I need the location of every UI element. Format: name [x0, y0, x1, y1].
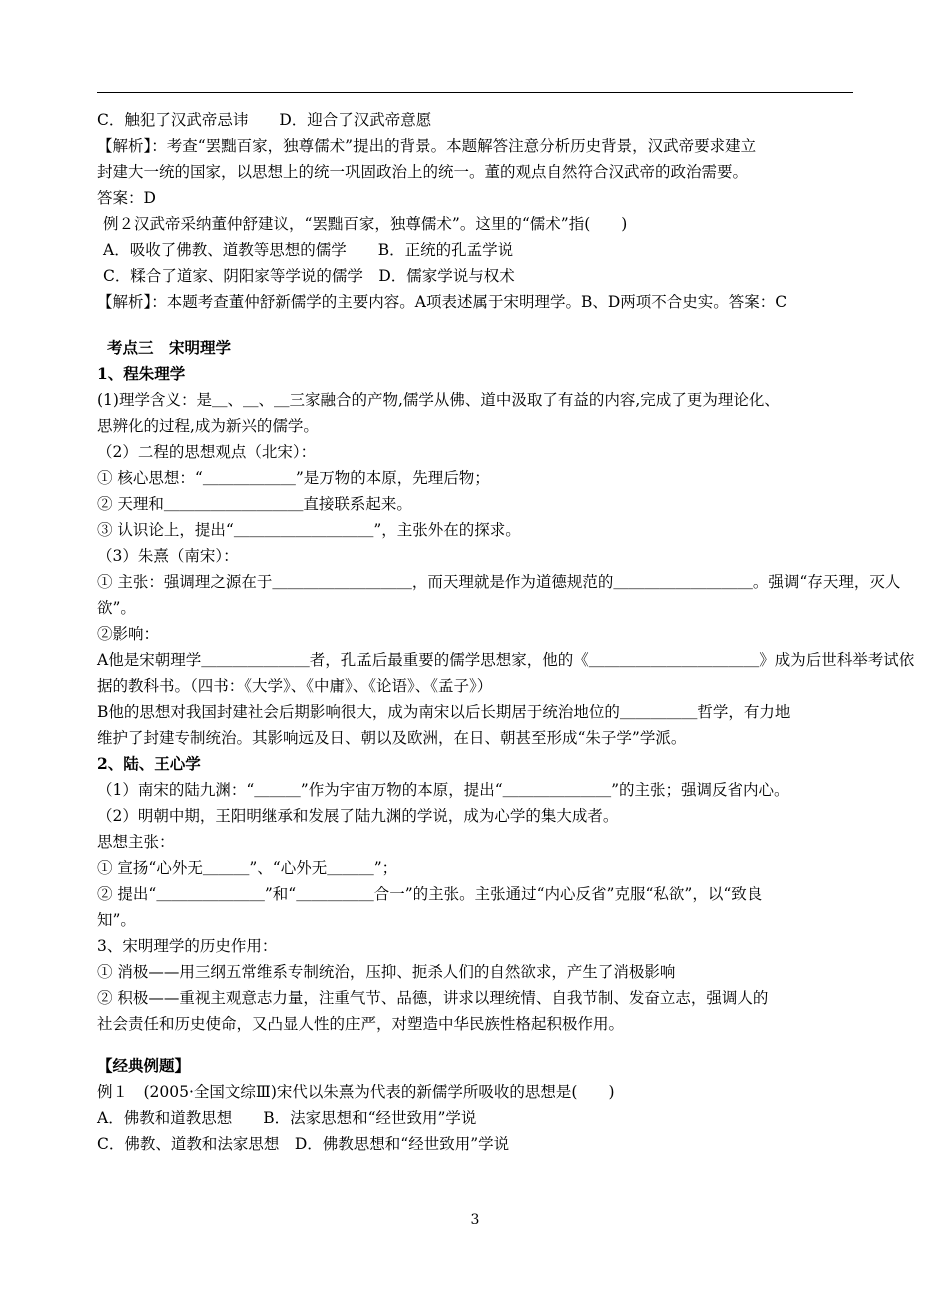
body-line: ② 天理和＿＿＿＿＿＿＿＿＿直接联系起来。: [97, 495, 412, 513]
body-line: 思辨化的过程,成为新兴的儒学。: [97, 417, 319, 435]
subsection-heading: 2、陆、王心学: [97, 754, 201, 773]
section-heading: 考点三 宋明理学: [107, 338, 232, 357]
body-line: （3）朱熹（南宋）：: [97, 547, 239, 565]
document-body: [97, 107, 915, 1157]
body-line: ②影响：: [97, 625, 160, 643]
analysis-line: 封建大一统的国家，以思想上的统一巩固政治上的统一。董的观点自然符合汉武帝的政治需要。: [97, 163, 749, 181]
body-line: （1）南宋的陆九渊：“＿＿＿”作为宇宙万物的本原，提出“＿＿＿＿＿＿＿”的主张；强调反省内心。: [97, 781, 790, 799]
body-line: ① 核心思想：“＿＿＿＿＿＿”是万物的本原，先理后物；: [97, 469, 490, 487]
subsection-heading: 1、程朱理学: [97, 364, 186, 383]
analysis-line: 【解析】：本题考查董仲舒新儒学的主要内容。A项表述属于宋明理学。B、D两项不合史实。答案：C: [97, 293, 788, 311]
option-line: C．糅合了道家、阴阳家等学说的儒学 D．儒家学说与权术: [103, 267, 515, 285]
body-line: ① 宣扬“心外无＿＿＿”、“心外无＿＿＿”；: [97, 859, 398, 877]
body-line: ① 主张：强调理之源在于＿＿＿＿＿＿＿＿＿，而天理就是作为道德规范的＿＿＿＿＿＿＿＿＿。强调“存天理，灭人: [97, 573, 901, 591]
body-line: ① 消极——用三纲五常维系专制统治，压抑、扼杀人们的自然欲求，产生了消极影响: [97, 963, 676, 981]
body-line: ② 提出“＿＿＿＿＿＿＿”和“＿＿＿＿＿合一”的主张。主张通过“内心反省”克服“私欲”，以“致良: [97, 885, 763, 903]
option-line: C．触犯了汉武帝忌讳 D．迎合了汉武帝意愿: [97, 111, 432, 129]
body-line: 3、宋明理学的历史作用：: [97, 937, 278, 955]
body-line: 思想主张：: [97, 833, 175, 851]
body-line: 维护了封建专制统治。其影响远及日、朝以及欧洲，在日、朝甚至形成“朱子学”学派。: [97, 729, 687, 747]
body-line: 社会责任和历史使命，又凸显人性的庄严，对塑造中华民族性格起积极作用。: [97, 1015, 625, 1033]
example-question: 例２汉武帝采纳董仲舒建议，“罢黜百家，独尊儒术”。这里的“儒术”指( ): [103, 215, 628, 233]
examples-heading: 【经典例题】: [97, 1056, 191, 1075]
example-question: 例１ (2005·全国文综Ⅲ)宋代以朱熹为代表的新儒学所吸收的思想是( ): [97, 1083, 615, 1101]
body-line: A他是宋朝理学＿＿＿＿＿＿＿者，孔孟后最重要的儒学思想家，他的《＿＿＿＿＿＿＿＿＿＿＿》成为后世科举考试依: [97, 651, 915, 669]
answer-line: 答案：D: [97, 189, 156, 207]
header-rule: [97, 92, 853, 93]
page-number: 3: [470, 1212, 480, 1228]
body-line: (1)理学含义：是＿、＿、＿三家融合的产物,儒学从佛、道中汲取了有益的内容,完成了更为理论化、: [97, 391, 780, 409]
body-line: B他的思想对我国封建社会后期影响很大，成为南宋以后长期居于统治地位的＿＿＿＿＿哲学，有力地: [97, 703, 791, 721]
body-line: 据的教科书。（四书：《大学》、《中庸》、《论语》、《孟子》）: [97, 677, 493, 695]
analysis-line: 【解析】：考查“罢黜百家，独尊儒术”提出的背景。本题解答注意分析历史背景，汉武帝要求建立: [97, 137, 757, 155]
option-line: A．吸收了佛教、道教等思想的儒学 B．正统的孔孟学说: [103, 241, 514, 259]
body-line: （2）明朝中期，王阳明继承和发展了陆九渊的学说，成为心学的集大成者。: [97, 807, 619, 825]
body-line: ② 积极——重视主观意志力量，注重气节、品德，讲求以理统情、自我节制、发奋立志，强调人的: [97, 989, 769, 1007]
body-line: 知”。: [97, 911, 136, 929]
option-line: C．佛教、道教和法家思想 D．佛教思想和“经世致用”学说: [97, 1135, 510, 1153]
body-line: ③ 认识论上，提出“＿＿＿＿＿＿＿＿＿”，主张外在的探求。: [97, 521, 521, 539]
option-line: A．佛教和道教思想 B．法家思想和“经世致用”学说: [97, 1109, 477, 1127]
body-line: 欲”。: [97, 599, 136, 617]
body-line: （2）二程的思想观点（北宋）：: [97, 443, 317, 461]
